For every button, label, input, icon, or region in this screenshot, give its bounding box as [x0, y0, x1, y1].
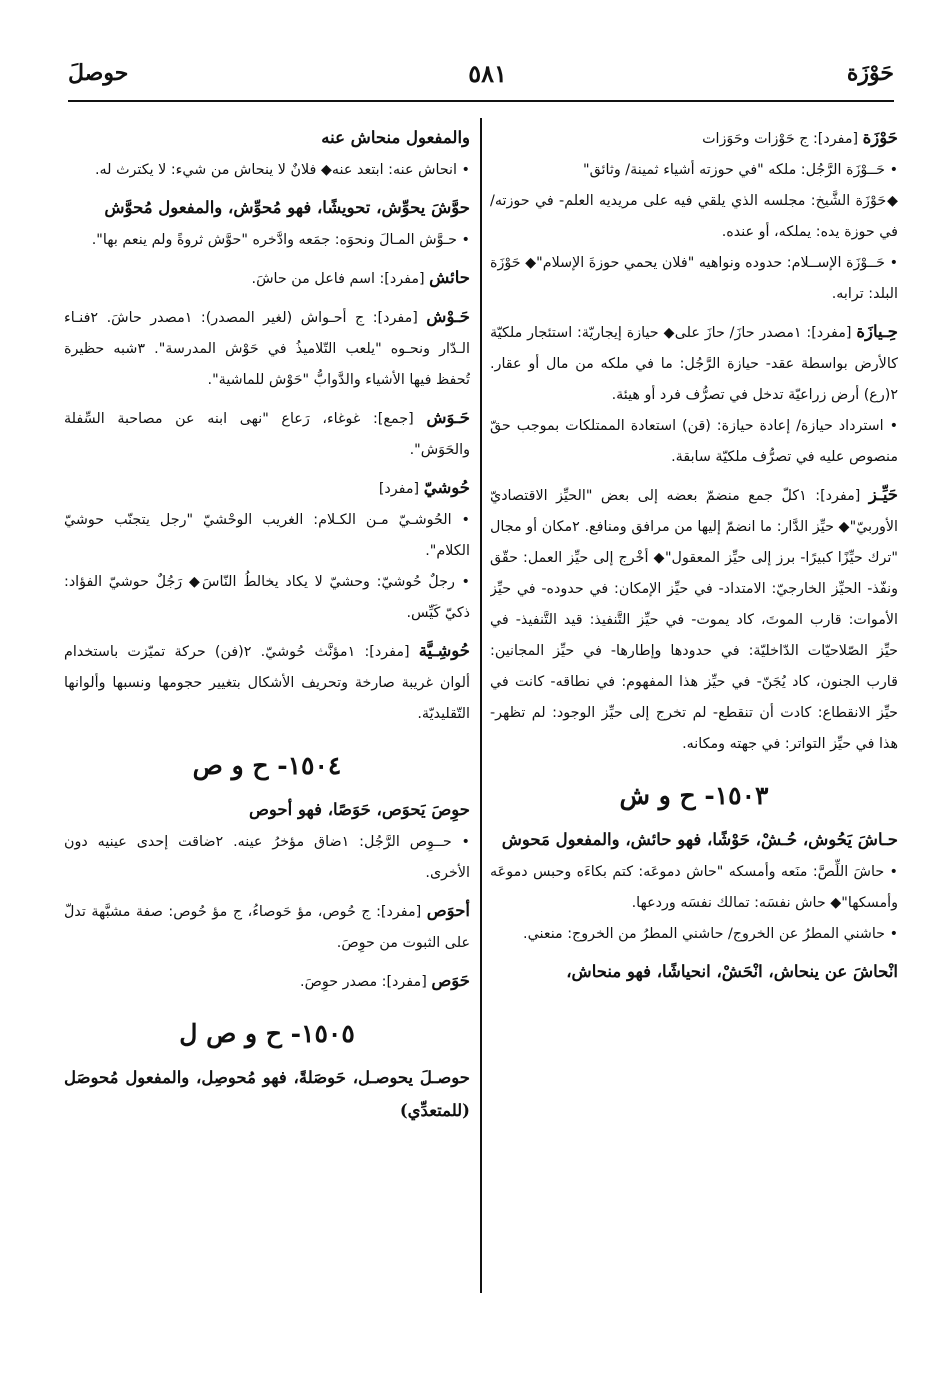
entry-definition: [مفرد]: مصدر حوِصَ.: [300, 974, 427, 990]
entry-headword: حَوْزَة: [862, 128, 898, 147]
section-heading: ١٥٠٥- ح و ص ل: [179, 1019, 355, 1048]
dictionary-entry: [64, 1062, 470, 1128]
right-column: [490, 122, 898, 1313]
dictionary-entry: [64, 635, 470, 730]
entry-headword: حوِصَ يَحوَص، حَوَصًا، فهو أحوص: [248, 800, 470, 819]
dictionary-entry: [490, 824, 898, 950]
entry-sense: • حاشني المطرُ عن الخروج/ حاشني المطرُ من الخروج: منعني.: [523, 926, 898, 942]
entry-definition: [مفرد]: [378, 481, 420, 497]
entry-headword: حُوشِـيَّة: [418, 641, 470, 660]
entry-headword: حُوشيّ: [423, 478, 470, 497]
entry-headword: أحوَص: [426, 901, 470, 920]
dictionary-entry: [490, 956, 898, 989]
dictionary-entry: [64, 262, 470, 295]
entry-headword: حَـوْش: [426, 307, 470, 326]
dictionary-entry: [490, 316, 898, 473]
entry-definition: [جمع]: غوغاء، رَعاع "نهى ابنه عن مصاحبة السِّفلة والحَوَش".: [64, 411, 470, 458]
dictionary-entry: [64, 794, 470, 889]
entry-headword: حائش: [429, 268, 470, 287]
entry-definition: [مفرد]: ١كلّ جمع منضمّ بعضه إلى بعض "الحيِّز الاقتصاديّ الأوربيّ"◆ حيِّز الدَّار: ما انضمّ إليها من مرافق ومنافع. ٢مكان أو مجال "ترك حيِّزًا كبيرًا- برز إلى حيِّز المعقول"◆ أخْرج إلى حيِّز العمل: حقّق ونفّذ- الحيِّز الخارجيّ: الامتداد- في حيِّز الإمكان: في حدوده- في حيِّز الأموات: قارب الموتَ، كاد يموت- في حيِّز التَّنفيذ: قيد التَّنفيذ- في حيِّز الصّلاحيّات الدّاخليّة: في حدودها وإطارها- في حيِّز المجانين: قارب الجنون، كاد يُجَنّ- في حيِّز هذا المفهوم: في نطاقه- كانت في حيِّز الانقطاع: كادت أن تنقطع- لم تخرج إلى حيِّز الوجود: لم تظهر- هذا في حيِّز التواتر: في جهته ومكانه.: [490, 488, 898, 752]
entry-sense: • حَــوْزَة الرَّجُل: ملكه "في حوزته أشياء ثمينة/ وثائق": [583, 162, 898, 178]
entry-sense: • انحاش عنه: ابتعد عنه◆ فلانٌ لا ينحاش من شيء: لا يكترث له.: [94, 162, 470, 178]
entry-sense: ◆حَوْزَة الشَّيخ: مجلسه الذي يلقي فيه على مريديه العلم- في حوزته/ في حوزة يده: يملكه، أو عنده.: [490, 193, 898, 240]
page-number: ٥٨١: [468, 58, 507, 88]
dictionary-entry: [64, 192, 470, 256]
column-divider: [480, 118, 482, 1293]
entry-definition: [مفرد]: اسم فاعل من حاشَ.: [251, 271, 425, 287]
page-header: [68, 48, 894, 98]
entry-headword: انْحاشَ عن ينحاش، انْحَشْ، انحياشًا، فهو منحاش،: [566, 962, 898, 981]
dictionary-entry: [490, 122, 898, 310]
entry-headword: حَيِّـز: [868, 485, 898, 504]
dictionary-entry: [64, 472, 470, 629]
entry-headword: حِـيازَة: [856, 322, 898, 341]
dictionary-entry: [64, 965, 470, 998]
entry-sense: • استرداد حيازة/ إعادة حيازة: (قن) استعادة الممتلكات بموجب حقّ منصوص عليه في تصرُّف ملكيّة سابقة.: [490, 418, 898, 465]
entry-headword: حَوَص: [431, 971, 470, 990]
entry-sense: • حَــوْزَة الإســلام: حدوده ونواهيه "فلان يحمي حوزةَ الإسلام"◆ حَوْزَة البلد: ترابه.: [490, 255, 898, 302]
entry-headword: حـاشَ يَحُوش، حُـشْ، حَوْشًا، فهو حائش، والمفعول مَحوش: [501, 830, 898, 849]
dictionary-entry: [64, 402, 470, 466]
entry-sense: • الحُوشـيّ مـن الكـلام: الغريب الوحْشيّ "رجل يتجنّب حوشيّ الكلام".: [64, 512, 470, 559]
entry-headword: حَـوَش: [426, 408, 470, 427]
entry-headword: حوَّشَ يحوِّش، تحويشًا، فهو مُحوِّش، والمفعول مُحوَّش: [104, 198, 470, 217]
entry-headword: والمفعول منحاش عنه: [321, 128, 470, 147]
dictionary-entry: [64, 301, 470, 396]
left-column: [64, 122, 470, 1313]
entry-sense: • حـوَّش المـالَ ونحوَه: جمَعه وادَّخره "حوَّش ثروةً ولم ينعم بها".: [91, 232, 470, 248]
entry-definition: [مفرد]: ١مؤنَّث حُوشيّ. ٢(فن) حركة تميّزت باستخدام ألوان غريبة صارخة وتحريف الأشكال بتغيير حجومها ونسبها وألوانها التّقليديّة.: [64, 644, 470, 722]
entry-definition: [مفرد]: ج أحـواش (لغير المصدر): ١مصدر حاشَ. ٢فنـاء الـدّار ونحـوه "يلعب التّلاميذُ في حَوْش المدرسة". ٣شبه حظيرة تُحفظ فيها الأشياء والدَّوابُّ "حَوْش للماشية".: [64, 310, 470, 388]
entry-sense: • حاشَ اللِّصَّ: منَعه وأمسكه "حاش دموعَه: كتم بكاءَه وحبس دموعَه وأمسكها"◆ حاش نفسَه: تمالك نفسَه وردعها.: [490, 864, 898, 911]
entry-sense: • حــوِص الرَّجُل: ١ضاق مؤخرُ عينه. ٢ضاقت إحدى عينيه دون الأخرى.: [64, 834, 470, 881]
dictionary-entry: [64, 122, 470, 186]
running-head-right: حَوْزَة: [846, 60, 894, 86]
section-heading: ١٥٠٣- ح و ش: [619, 781, 769, 810]
entry-definition: [مفرد]: ج حُوص، مؤ حَوصاءُ، ج مؤ حُوص: صفة مشبَّهة تدلّ على الثبوت من حوِصَ.: [64, 904, 470, 951]
dictionary-entry: [490, 479, 898, 760]
section-heading: ١٥٠٤- ح و ص: [192, 751, 342, 780]
running-head-left: حوصلَ: [68, 60, 129, 86]
dictionary-entry: [64, 895, 470, 959]
header-rule: [68, 100, 894, 102]
entry-sense: • رجلٌ حُوشيّ: وحشيّ لا يكاد يخالطُ النّاسَ◆ رَجُلٌ حوشيّ الفؤاد: ذكيّ كَيِّس.: [64, 574, 470, 621]
entry-headword: حوصـلَ يحوصـل، حَوصَلةً، فهو مُحوصِل، والمفعول مُحوصَل (للمتعدِّي): [64, 1068, 470, 1120]
entry-definition: [مفرد]: ج حَوْزات وحَوَزات: [702, 131, 859, 147]
entry-definition: [مفرد]: ١مصدر حازَ/ حازَ على◆ حيازة إيجاريّة: استئجار ملكيّة كالأرض بواسطة عقد- حيازة الرَّجُل: ما في ملكه من مال أو عقار. ٢(رع) أرض زراعيّة تدخل في تصرُّف فرد أو هيئة.: [490, 325, 898, 403]
